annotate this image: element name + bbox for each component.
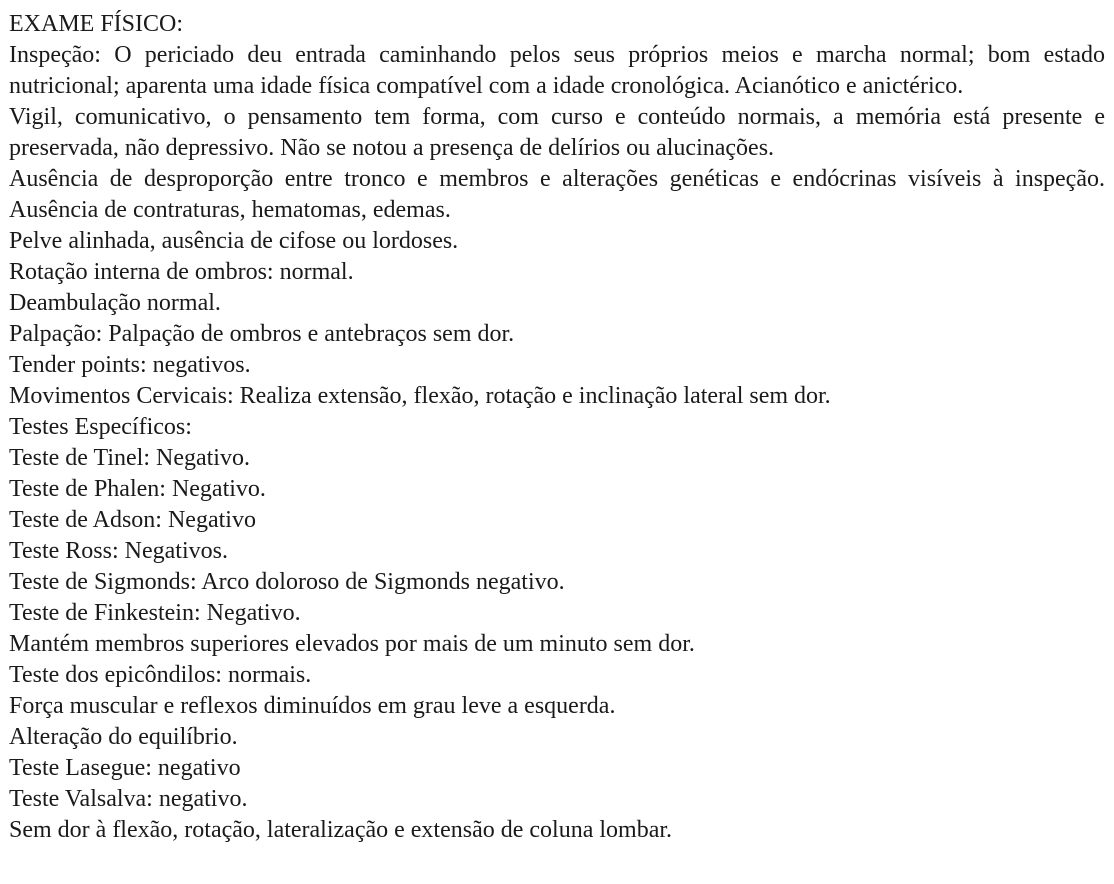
specific-tests-heading: Testes Específicos: <box>9 414 192 440</box>
paragraph-inspection: Inspeção: O periciado deu entrada caminhando pelos seus próprios meios e marcha normal; bom estado nutricional; aparenta uma idade física compatível com a idade cronológica. Acianótico e anictérico. <box>9 42 1105 99</box>
finding-pelvis: Pelve alinhada, ausência de cifose ou lordoses. <box>9 228 459 254</box>
exam-document <box>9 9 1105 846</box>
test-phalen: Teste de Phalen: Negativo. <box>9 476 266 502</box>
paragraph-mental-state: Vigil, comunicativo, o pensamento tem forma, com curso e conteúdo normais, a memória está presente e preservada, não depressivo. Não se notou a presença de delírios ou alucinações. <box>9 104 1105 161</box>
test-adson: Teste de Adson: Negativo <box>9 507 256 533</box>
finding-palpation: Palpação: Palpação de ombros e antebraços sem dor. <box>9 321 515 347</box>
finding-shoulder-rotation: Rotação interna de ombros: normal. <box>9 259 354 285</box>
finding-balance: Alteração do equilíbrio. <box>9 724 238 750</box>
test-tinel: Teste de Tinel: Negativo. <box>9 445 250 471</box>
finding-ambulation: Deambulação normal. <box>9 290 221 316</box>
finding-cervical-movements: Movimentos Cervicais: Realiza extensão, flexão, rotação e inclinação lateral sem dor. <box>9 383 831 409</box>
test-epicondyles: Teste dos epicôndilos: normais. <box>9 662 312 688</box>
test-finkestein: Teste de Finkestein: Negativo. <box>9 600 301 626</box>
finding-strength-reflexes: Força muscular e reflexos diminuídos em grau leve a esquerda. <box>9 693 616 719</box>
finding-lumbar-spine: Sem dor à flexão, rotação, lateralização e extensão de coluna lombar. <box>9 817 673 843</box>
finding-arms-elevated: Mantém membros superiores elevados por mais de um minuto sem dor. <box>9 631 695 657</box>
test-ross: Teste Ross: Negativos. <box>9 538 228 564</box>
section-heading: EXAME FÍSICO: <box>9 11 184 37</box>
test-lasegue: Teste Lasegue: negativo <box>9 755 241 781</box>
paragraph-proportions: Ausência de desproporção entre tronco e membros e alterações genéticas e endócrinas visíveis à inspeção. Ausência de contraturas, hematomas, edemas. <box>9 166 1105 223</box>
test-valsalva: Teste Valsalva: negativo. <box>9 786 248 812</box>
test-sigmonds: Teste de Sigmonds: Arco doloroso de Sigmonds negativo. <box>9 569 565 595</box>
finding-tender-points: Tender points: negativos. <box>9 352 251 378</box>
